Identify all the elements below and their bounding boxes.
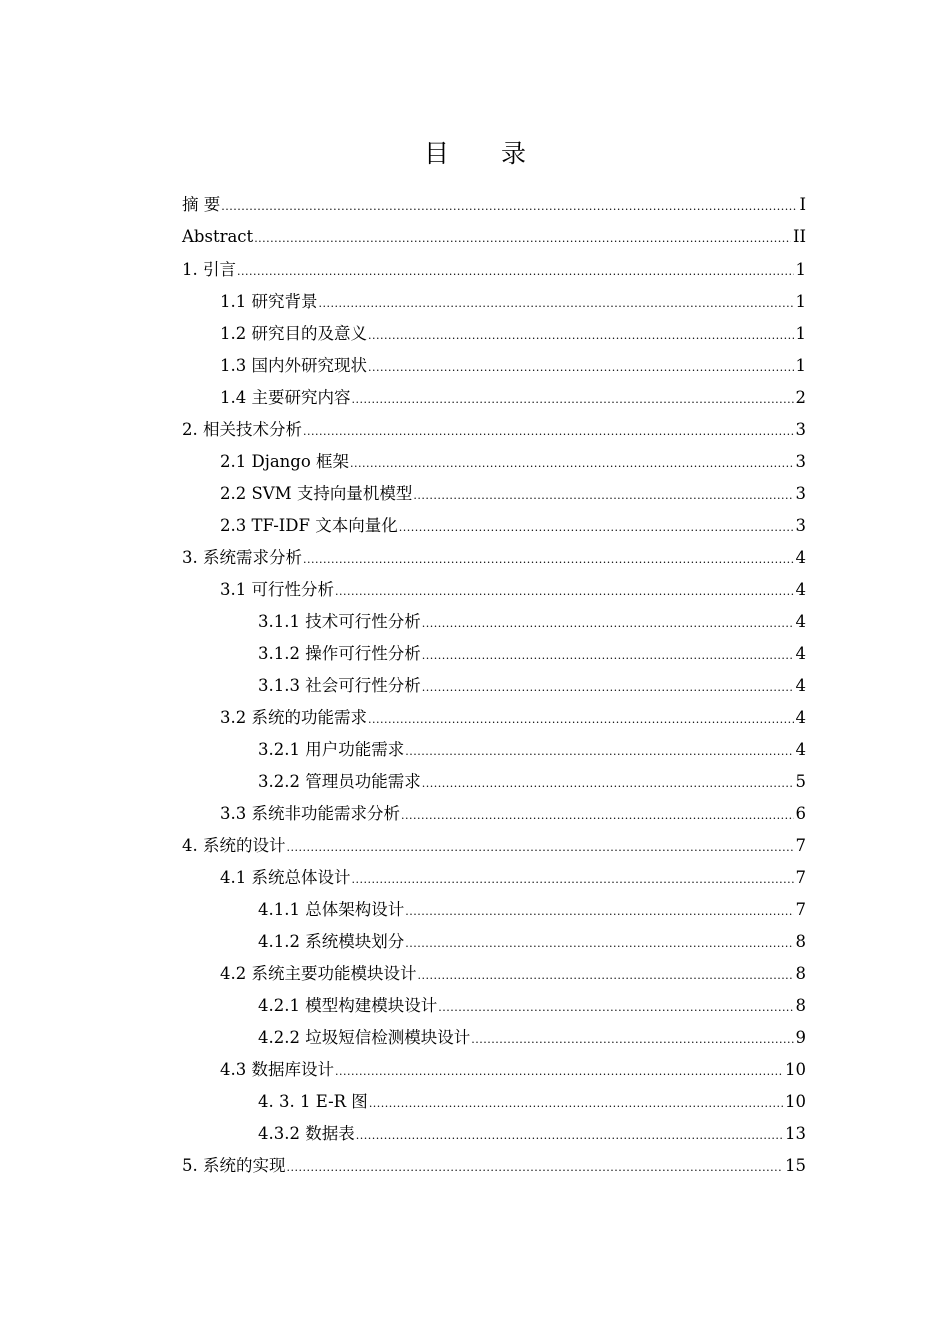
toc-entry-label: 1.4 主要研究内容: [220, 388, 351, 407]
toc-entry[interactable]: [182, 510, 806, 542]
page-title: 目 录: [424, 139, 548, 168]
toc-entry-page-number: 4: [795, 548, 806, 567]
toc-entry[interactable]: [182, 702, 806, 734]
dot-leader: [368, 352, 794, 384]
dot-leader: [399, 512, 794, 544]
toc-entry[interactable]: [182, 286, 806, 318]
toc-entry-label: 1.1 研究背景: [220, 292, 318, 311]
dot-leader: [303, 416, 794, 448]
toc-entry-label: 1. 引言: [182, 260, 236, 279]
toc-entry-label: 2.2 SVM 支持向量机模型: [220, 484, 413, 503]
toc-entry[interactable]: [182, 670, 806, 702]
dot-leader: [368, 320, 794, 352]
toc-entry-label: 3.1.3 社会可行性分析: [258, 676, 421, 695]
dot-leader: [405, 928, 793, 960]
toc-entry-page-number: 8: [795, 996, 806, 1015]
toc-entry-label: 3.1.1 技术可行性分析: [258, 612, 421, 631]
dot-leader: [335, 1056, 783, 1088]
dot-leader: [356, 1120, 783, 1152]
toc-entry-page-number: 4: [795, 740, 806, 759]
toc-entry-page-number: 8: [795, 932, 806, 951]
toc-entry-label: 5. 系统的实现: [182, 1156, 286, 1175]
toc-entry-page-number: 4: [795, 676, 806, 695]
toc-entry[interactable]: [182, 190, 806, 220]
toc-entry-label: 4.1.1 总体架构设计: [258, 900, 405, 919]
dot-leader: [413, 480, 793, 512]
dot-leader: [422, 768, 794, 800]
toc-entry-label: 3.2.2 管理员功能需求: [258, 772, 421, 791]
toc-entry[interactable]: [182, 1118, 806, 1150]
toc-entry-label: 4.2.2 垃圾短信检测模块设计: [258, 1028, 471, 1047]
toc-entry-label: 2.1 Django 框架: [220, 452, 350, 471]
toc-entry-label: 1.3 国内外研究现状: [220, 356, 367, 375]
toc-entry-label: 2. 相关技术分析: [182, 420, 302, 439]
toc-entry-label: 4.3.2 数据表: [258, 1124, 355, 1143]
dot-leader: [350, 448, 793, 480]
dot-leader: [352, 864, 794, 896]
toc-entry[interactable]: [182, 446, 806, 478]
dot-leader: [401, 800, 794, 832]
toc-entry-label: 1.2 研究目的及意义: [220, 324, 367, 343]
toc-entry[interactable]: [182, 766, 806, 798]
toc-entry-page-number: 4: [795, 644, 806, 663]
toc-entry-page-number: 6: [795, 804, 806, 823]
toc-entry[interactable]: [182, 1150, 806, 1182]
toc-entry-page-number: 7: [795, 868, 806, 887]
dot-leader: [254, 222, 791, 256]
toc-entry[interactable]: [182, 382, 806, 414]
toc-entry[interactable]: [182, 638, 806, 670]
toc-entry[interactable]: [182, 1054, 806, 1086]
toc-entry-label: Abstract: [182, 227, 254, 246]
dot-leader: [237, 256, 794, 288]
dot-leader: [335, 576, 794, 608]
toc-entry-page-number: 3: [795, 452, 806, 471]
toc-entry-page-number: 3: [795, 484, 806, 503]
dot-leader: [319, 288, 794, 320]
toc-entry-page-number: 5: [795, 772, 806, 791]
toc-entry-page-number: 3: [795, 516, 806, 535]
toc-entry-page-number: 1: [795, 324, 806, 343]
toc-entry-label: 3. 系统需求分析: [182, 548, 302, 567]
toc-entry-label: 4. 系统的设计: [182, 836, 286, 855]
toc-entry[interactable]: [182, 1022, 806, 1054]
dot-leader: [438, 992, 793, 1024]
toc-entry-label: 4. 3. 1 E-R 图: [258, 1092, 368, 1111]
dot-leader: [422, 640, 794, 672]
toc-entry[interactable]: [182, 734, 806, 766]
dot-leader: [369, 1088, 783, 1120]
toc-entry[interactable]: [182, 574, 806, 606]
toc-entry[interactable]: [182, 542, 806, 574]
toc-entry-label: 4.1.2 系统模块划分: [258, 932, 405, 951]
dot-leader: [422, 672, 794, 704]
toc-entry[interactable]: [182, 926, 806, 958]
toc-entry-page-number: 4: [795, 580, 806, 599]
toc-entry-page-number: 4: [795, 708, 806, 727]
toc-entry-page-number: 1: [795, 292, 806, 311]
toc-entry-page-number: 4: [795, 612, 806, 631]
toc-entry[interactable]: [182, 254, 806, 286]
toc-entry[interactable]: [182, 350, 806, 382]
dot-leader: [422, 608, 794, 640]
dot-leader: [287, 832, 794, 864]
toc-entry[interactable]: [182, 478, 806, 510]
toc-entry-label: 4.3 数据库设计: [220, 1060, 334, 1079]
toc-entry-page-number: 3: [795, 420, 806, 439]
table-of-contents: [182, 190, 806, 1182]
toc-entry[interactable]: [182, 990, 806, 1022]
toc-entry[interactable]: [182, 414, 806, 446]
toc-entry-label: 3.1.2 操作可行性分析: [258, 644, 421, 663]
dot-leader: [303, 544, 794, 576]
toc-entry-label: 3.2 系统的功能需求: [220, 708, 367, 727]
toc-entry-page-number: 2: [795, 388, 806, 407]
toc-entry[interactable]: [182, 894, 806, 926]
toc-entry-label: 4.2.1 模型构建模块设计: [258, 996, 438, 1015]
toc-entry-page-number: I: [799, 195, 806, 214]
toc-entry-page-number: 7: [795, 900, 806, 919]
toc-entry-page-number: 1: [795, 356, 806, 375]
toc-entry-page-number: 10: [785, 1060, 806, 1079]
dot-leader: [405, 896, 793, 928]
toc-entry-label: 3.2.1 用户功能需求: [258, 740, 405, 759]
dot-leader: [471, 1024, 793, 1056]
toc-entry-page-number: 13: [785, 1124, 806, 1143]
dot-leader: [405, 736, 793, 768]
dot-leader: [287, 1152, 784, 1184]
toc-entry-label: 4.2 系统主要功能模块设计: [220, 964, 417, 983]
toc-entry[interactable]: [182, 862, 806, 894]
dot-leader: [418, 960, 794, 992]
toc-entry-label: 3.1 可行性分析: [220, 580, 334, 599]
toc-entry-page-number: II: [792, 227, 806, 246]
toc-entry-page-number: 9: [795, 1028, 806, 1047]
dot-leader: [368, 704, 794, 736]
toc-entry-page-number: 10: [785, 1092, 806, 1111]
toc-entry-label: 3.3 系统非功能需求分析: [220, 804, 400, 823]
toc-entry-label: 摘 要: [182, 195, 221, 214]
toc-entry-label: 2.3 TF-IDF 文本向量化: [220, 516, 398, 535]
toc-entry[interactable]: [182, 958, 806, 990]
toc-entry-label: 4.1 系统总体设计: [220, 868, 351, 887]
toc-entry-page-number: 8: [795, 964, 806, 983]
toc-entry[interactable]: [182, 798, 806, 830]
toc-entry[interactable]: [182, 318, 806, 350]
toc-entry[interactable]: [182, 606, 806, 638]
dot-leader: [352, 384, 794, 416]
toc-entry-page-number: 7: [795, 836, 806, 855]
toc-entry-page-number: 1: [795, 260, 806, 279]
toc-entry[interactable]: [182, 1086, 806, 1118]
toc-entry[interactable]: [182, 830, 806, 862]
toc-entry-page-number: 15: [785, 1156, 806, 1175]
toc-entry[interactable]: [182, 220, 806, 254]
dot-leader: [221, 192, 797, 222]
